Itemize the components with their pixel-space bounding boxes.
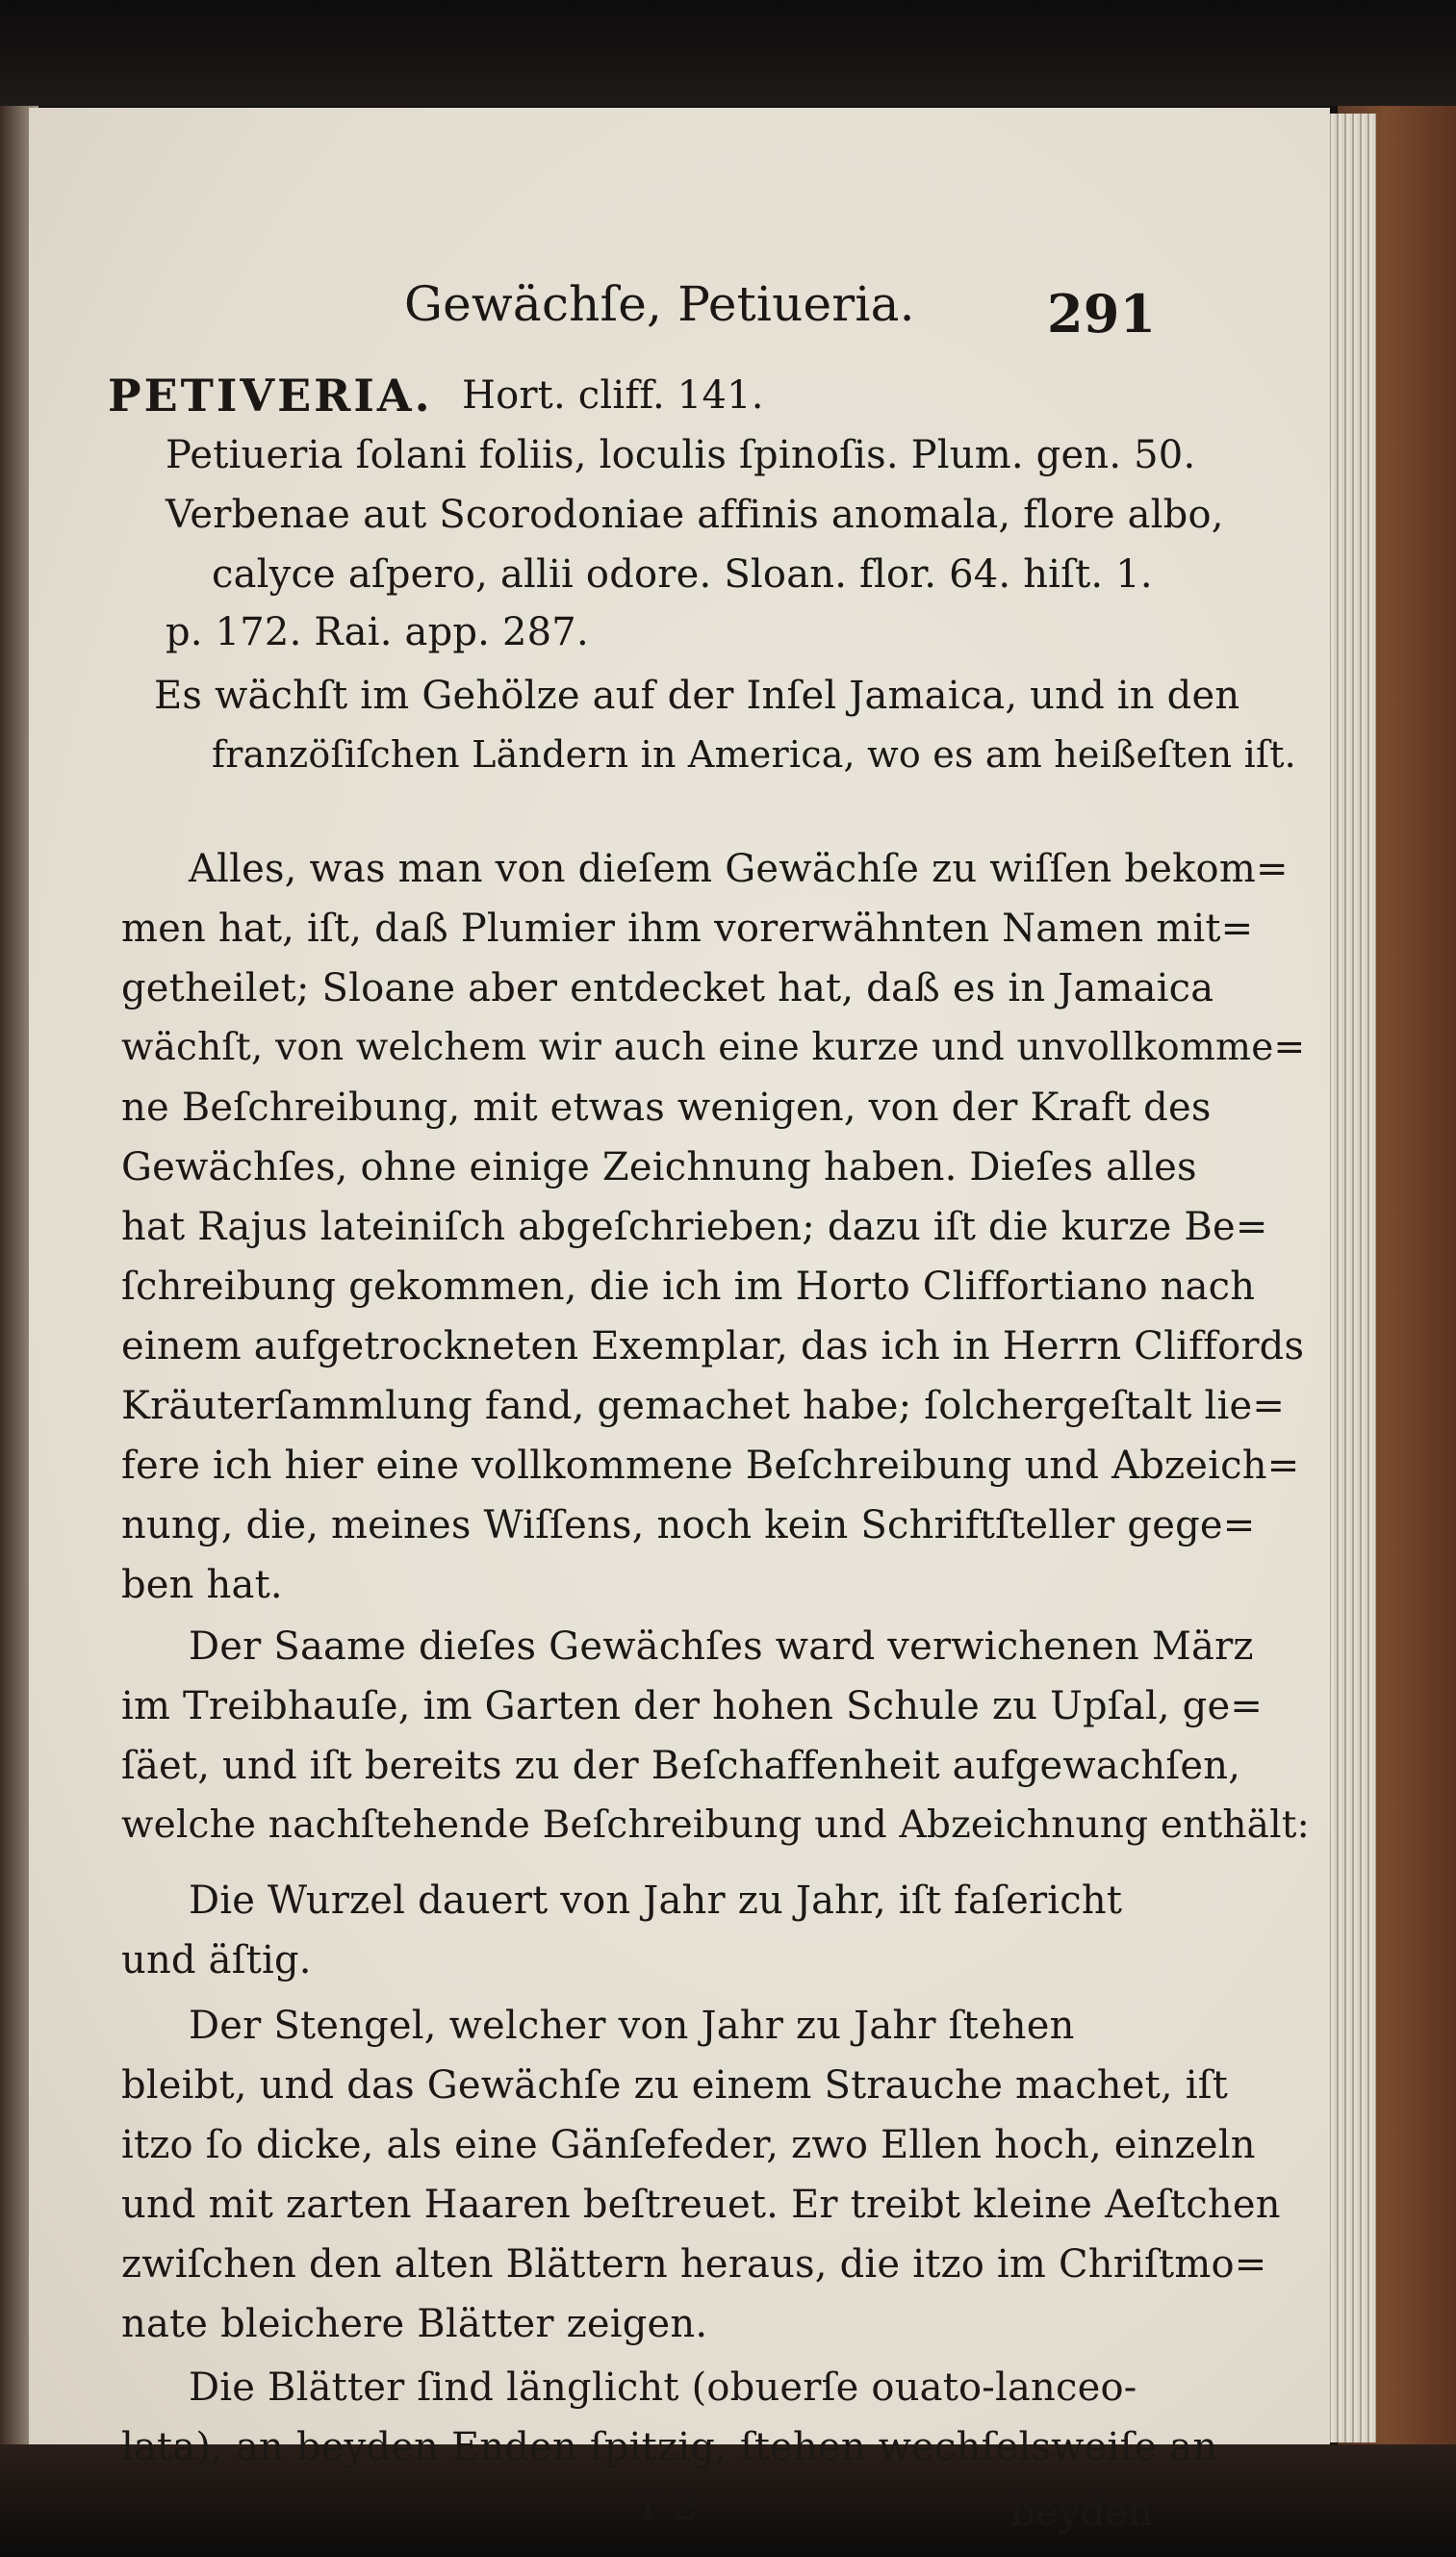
- body-line: Gewächſes, ohne einige Zeichnung haben. Dieſes alles: [121, 1145, 1197, 1189]
- catchword: beyden: [1010, 2491, 1154, 2535]
- body-line: itzo ſo dicke, als eine Gänſefeder, zwo Ellen hoch, einzeln: [121, 2123, 1256, 2167]
- synonym-line: calyce aſpero, allii odore. Sloan. flor. 64. hiſt. 1.: [212, 552, 1153, 597]
- habitat-line: franzöſiſchen Ländern in America, wo es am heißeſten iſt.: [212, 733, 1296, 776]
- entry-title: PETIVERIA.: [108, 370, 433, 422]
- body-line: zwiſchen den alten Blättern heraus, die itzo im Chriſtmo=: [121, 2242, 1267, 2287]
- body-line: nung, die, meines Wiſſens, noch kein Schriftſteller gege=: [121, 1503, 1256, 1547]
- book-page: [29, 108, 1330, 2535]
- body-line: wächſt, von welchem wir auch eine kurze und unvollkomme=: [121, 1026, 1306, 1069]
- synonym-line: Petiueria ſolani foliis, loculis ſpinoſis. Plum. gen. 50.: [166, 433, 1196, 477]
- background-top: [0, 0, 1456, 106]
- body-line: getheilet; Sloane aber entdecket hat, daß es in Jamaica: [121, 966, 1214, 1010]
- body-line: bleibt, und das Gewächſe zu einem Strauche machet, iſt: [121, 2063, 1229, 2108]
- body-line: Der Stengel, welcher von Jahr zu Jahr ſtehen: [189, 2004, 1075, 2048]
- body-line: fere ich hier eine vollkommene Beſchreibung und Abzeich=: [121, 1444, 1300, 1488]
- body-line: ſäet, und iſt bereits zu der Beſchaffenheit aufgewachſen,: [121, 1744, 1241, 1788]
- page-number: 291: [1047, 283, 1157, 345]
- body-line: Die Blätter ſind länglicht (obuerſe ouato-lanceo-: [189, 2365, 1137, 2410]
- body-line: lata), an beyden Enden ſpitzig, ſtehen wechſelsweiſe an: [121, 2425, 1218, 2469]
- synonym-line: p. 172. Rai. app. 287.: [166, 610, 589, 654]
- body-line: und mit zarten Haaren beſtreuet. Er treibt kleine Aeſtchen: [121, 2183, 1281, 2227]
- signature-mark: T 2: [635, 2485, 699, 2529]
- body-line: ben hat.: [121, 1563, 283, 1607]
- synonym-line: Verbenae aut Scorodoniae affinis anomala, flore albo,: [166, 493, 1224, 537]
- body-line: und äſtig.: [121, 1938, 312, 1982]
- running-title: Gewächſe, Petiueria.: [404, 276, 915, 332]
- body-line: welche nachſtehende Beſchreibung und Abzeichnung enthält:: [121, 1803, 1310, 1847]
- body-line: Die Wurzel dauert von Jahr zu Jahr, iſt faſericht: [189, 1879, 1123, 1923]
- body-line: ne Beſchreibung, mit etwas wenigen, von der Kraft des: [121, 1086, 1212, 1130]
- body-line: Alles, was man von dieſem Gewächſe zu wiſſen bekom=: [189, 847, 1289, 891]
- body-line: Kräuterſammlung fand, gemachet habe; ſolchergeſtalt lie=: [121, 1384, 1286, 1428]
- body-line: men hat, iſt, daß Plumier ihm vorerwähnten Namen mit=: [121, 907, 1254, 951]
- body-line: hat Rajus lateiniſch abgeſchrieben; dazu iſt die kurze Be=: [121, 1205, 1268, 1249]
- body-line: Der Saame dieſes Gewächſes ward verwichenen März: [189, 1624, 1254, 1669]
- body-line: nate bleichere Blätter zeigen.: [121, 2302, 708, 2346]
- body-line: ſchreibung gekommen, die ich im Horto Cliffortiano nach: [121, 1265, 1256, 1309]
- body-line: einem aufgetrockneten Exemplar, das ich in Herrn Cliffords: [121, 1324, 1305, 1368]
- entry-title-reference: Hort. cliff. 141.: [462, 373, 764, 418]
- body-line: im Treibhauſe, im Garten der hohen Schule zu Upſal, ge=: [121, 1684, 1264, 1728]
- habitat-line: Es wächſt im Gehölze auf der Inſel Jamaica, und in den: [154, 674, 1240, 718]
